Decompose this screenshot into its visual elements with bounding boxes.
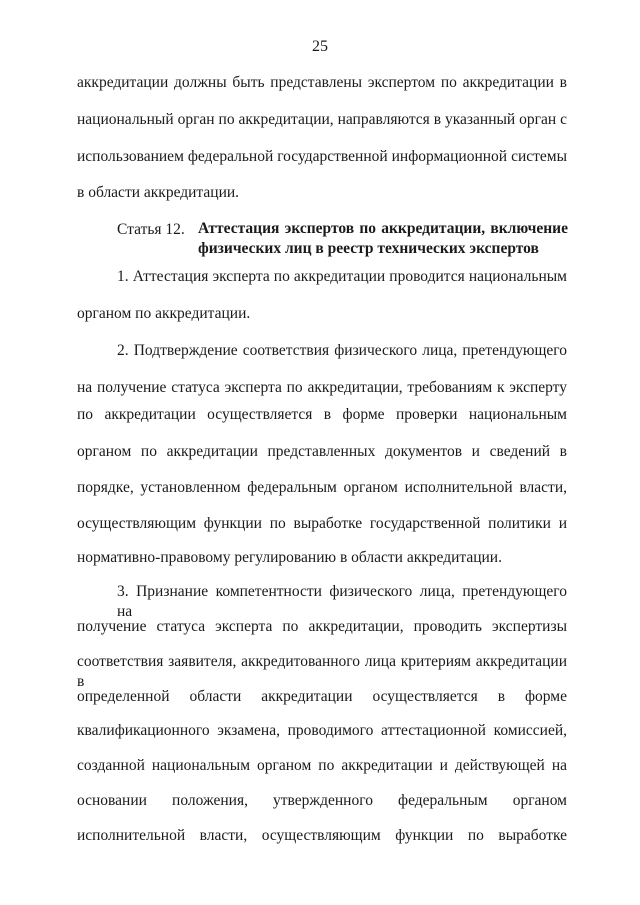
paragraph2-line-2: на получение статуса эксперта по аккредитации, требованиям к эксперту (77, 379, 567, 396)
paragraph3-line-4: определенной области аккредитации осуществляется в форме (77, 688, 567, 705)
paragraph1-line-1: 1. Аттестация эксперта по аккредитации проводится национальным (117, 268, 567, 285)
article-title (198, 220, 568, 258)
paragraph2-line-1: 2. Подтверждение соответствия физического лица, претендующего (117, 342, 567, 359)
intro-line-3: использованием федеральной государственной информационной системы (77, 148, 567, 165)
paragraph2-line-6: осуществляющим функции по выработке государственной политики и (77, 515, 567, 532)
paragraph3-line-2: получение статуса эксперта по аккредитации, проводить экспертизы (77, 618, 567, 635)
paragraph3-line-1: 3. Признание компетентности физического лица, претендующего на (117, 583, 567, 620)
paragraph2-line-3: по аккредитации осуществляется в форме проверки национальным (77, 406, 567, 423)
paragraph2-line-5: порядке, установленном федеральным органом исполнительной власти, (77, 479, 567, 496)
intro-line-1: аккредитации должны быть представлены экспертом по аккредитации в (77, 74, 567, 91)
article-label: Статья 12. (117, 221, 185, 238)
paragraph3-line-6: созданной национальным органом по аккредитации и действующей на (77, 757, 567, 774)
paragraph1-line-2: органом по аккредитации. (77, 305, 251, 322)
paragraph3-line-7: основании положения, утвержденного федеральным органом (77, 792, 567, 809)
intro-line-4: в области аккредитации. (77, 184, 240, 201)
paragraph2-line-4: органом по аккредитации представленных документов и сведений в (77, 443, 567, 460)
paragraph3-line-5: квалификационного экзамена, проводимого аттестационной комиссией, (77, 722, 567, 739)
article-title-line-2: физических лиц в реестр технических экспертов (198, 240, 539, 257)
intro-line-2: национальный орган по аккредитации, направляются в указанный орган с (77, 111, 567, 128)
paragraph3-line-3: соответствия заявителя, аккредитованного лица критериям аккредитации в (77, 653, 567, 690)
paragraph3-line-8: исполнительной власти, осуществляющим функции по выработке (77, 827, 567, 844)
page-number: 25 (312, 38, 328, 55)
article-title-line-1: Аттестация экспертов по аккредитации, включение (198, 220, 568, 237)
paragraph2-line-7: нормативно-правовому регулированию в области аккредитации. (77, 549, 502, 566)
